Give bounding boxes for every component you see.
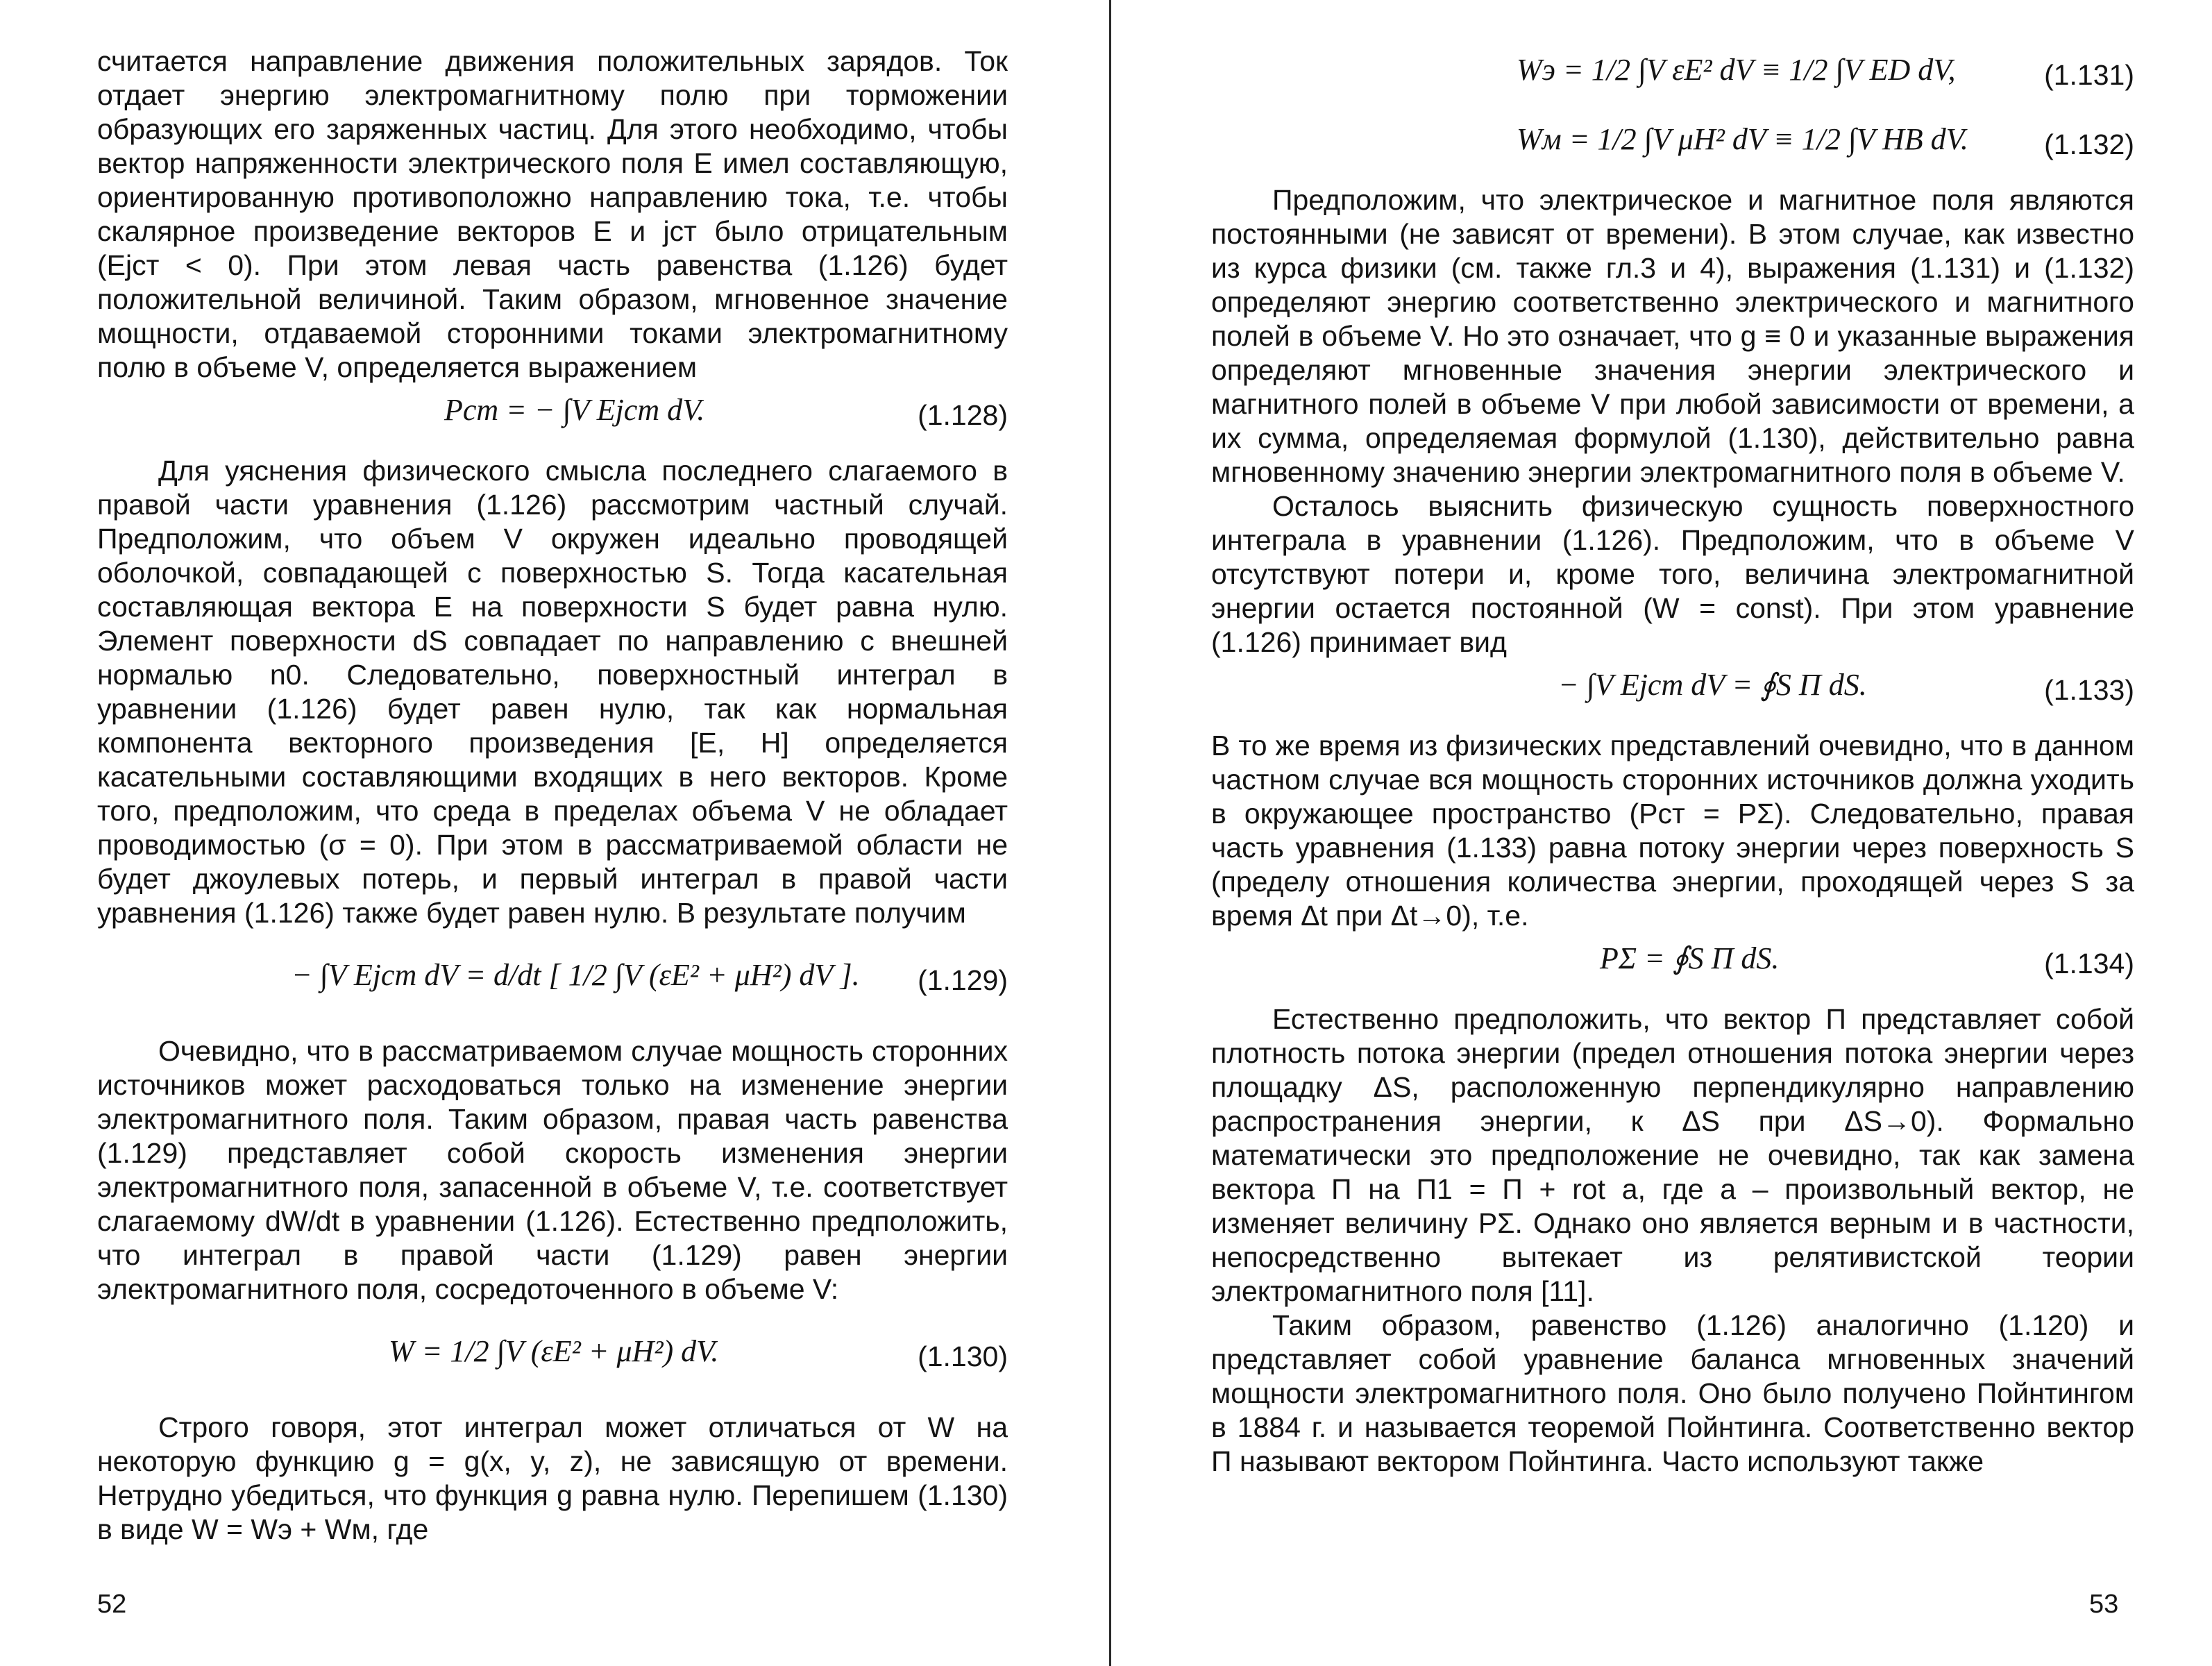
paragraph: Строго говоря, этот интеграл может отличаться от W на некоторую функцию g = g(x, y, z), не зависящую от времени. Нетрудно убедиться, что функция g равна нулю. Перепишем (1.130) в виде W = Wэ + Wм, где (97, 1411, 1008, 1545)
equation-1-133 (1211, 659, 2134, 729)
equation-formula: PΣ = ∮S Π dS. (1600, 941, 1780, 975)
equation-number: (1.128) (918, 399, 1008, 431)
paragraph: Естественно предположить, что вектор Π представляет собой плотность потока энергии (предел отношения потока энергии через площадку ΔS, расположенную перпендикулярно направлению распространения энергии, к ΔS при ΔS→0). Формально математически это предположение не очевидно, так как замена вектора Π на Π1 = Π + rot a, где a – произвольный вектор, не изменяет величину PΣ. Однако оно является верным и в частности, непосредственно вытекает из релятивистской теории электромагнитного поля [11]. (1211, 1003, 2134, 1307)
equation-1-130 (97, 1306, 1008, 1411)
equation-1-131 (1211, 44, 2134, 114)
paragraph: считается направление движения положительных зарядов. Ток отдает энергию электромагнитному полю при торможении образующих его заряженных частиц. Для этого необходимо, чтобы вектор напряженности электрического поля E имел составляющую, ориентированную противоположно направлению тока, т.е. чтобы скалярное произведение векторов E и jст было отрицательным (Ejст < 0). При этом левая часть равенства (1.126) будет положительной величиной. Таким образом, мгновенное значение мощности, отдаваемой сторонними токами электромагнитному полю в объеме V, определяется выражением (97, 45, 1008, 383)
equation-number: (1.134) (2044, 948, 2134, 979)
paragraph: В то же время из физических представлений очевидно, что в данном частном случае вся мощность сторонних источников должна уходить в окружающее пространство (Pст = PΣ). Следовательно, правая часть уравнения (1.133) равна потоку энергии через поверхность S (пределу отношения количества энергии, проходящей через S за время Δt при Δt→0), т.е. (1211, 730, 2134, 932)
left-page (97, 44, 1008, 1547)
page-number-left: 52 (97, 1590, 127, 1619)
book-spine (1109, 0, 1111, 1666)
paragraph: Таким образом, равенство (1.126) аналогично (1.120) и представляет собой уравнение баланса мгновенных значений мощности электромагнитного поля. Оно было получено Пойнтингом в 1884 г. и называется теоремой Пойнтинга. Соответственно вектор Π называют вектором Пойнтинга. Часто используют также (1211, 1309, 2134, 1477)
equation-formula: W = 1/2 ∫V (εE² + μH²) dV. (389, 1334, 719, 1368)
paragraph: Осталось выяснить физическую сущность поверхностного интеграла в уравнении (1.126). Предположим, что в объеме V отсутствуют потери и, кроме того, величина электромагнитной энергии остается постоянной (W = const). При этом уравнение (1.126) принимает вид (1211, 490, 2134, 658)
right-page (1211, 44, 2134, 1479)
equation-formula: − ∫V Ejст dV = d/dt [ 1/2 ∫V (εE² + μH²) dV ]. (292, 958, 860, 992)
equation-formula: − ∫V Ejст dV = ∮S Π dS. (1558, 668, 1867, 702)
paragraph: Очевидно, что в рассматриваемом случае мощность сторонних источников может расходоваться только на изменение энергии электромагнитного поля. Таким образом, правая часть равенства (1.129) представляет собой скорость изменения энергии электромагнитного поля, запасенной в объеме V, т.е. соответствует слагаемому dW/dt в уравнении (1.126). Естественно предположить, что интеграл в правой части (1.129) равен энергии электромагнитного поля, сосредоточенного в объеме V: (97, 1035, 1008, 1305)
equation-number: (1.130) (918, 1340, 1008, 1372)
equation-number: (1.131) (2044, 59, 2134, 91)
equation-1-132 (1211, 114, 2134, 183)
equation-1-134 (1211, 933, 2134, 1002)
paragraph: Предположим, что электрическое и магнитное поля являются постоянными (не зависят от времени). В этом случае, как известно из курса физики (см. также гл.3 и 4), выражения (1.131) и (1.132) определяют энергию соответственно электрического и магнитного полей в объеме V. Но это означает, что g ≡ 0 и указанные выражения определяют мгновенные значения энергии электрического и магнитного полей в объеме V при любой зависимости от времени, а их сумма, определяемая формулой (1.130), действительно равна мгновенному значению энергии электромагнитного поля в объеме V. (1211, 184, 2134, 488)
equation-formula: Wм = 1/2 ∫V μH² dV ≡ 1/2 ∫V HB dV. (1517, 122, 1968, 156)
equation-number: (1.129) (918, 964, 1008, 996)
equation-number: (1.133) (2044, 674, 2134, 706)
equation-number: (1.132) (2044, 128, 2134, 160)
page-number-right: 53 (2089, 1590, 2119, 1619)
equation-1-128 (97, 385, 1008, 454)
equation-1-129 (97, 930, 1008, 1034)
paragraph: Для уяснения физического смысла последнего слагаемого в правой части уравнения (1.126) рассмотрим частный случай. Предположим, что объем V окружен идеально проводящей оболочкой, совпадающей с поверхностью S. Тогда касательная составляющая вектора E на поверхности S будет равна нулю. Элемент поверхности dS совпадает по направлению с внешней нормалью n0. Следовательно, поверхностный интеграл в уравнении (1.126) будет равен нулю, так как нормальная компонента векторного произведения [E, H] определяется касательными составляющими входящих в него векторов. Кроме того, предположим, что среда в пределах объема V не обладает проводимостью (σ = 0). При этом в рассматриваемой области не будет джоулевых потерь, и первый интеграл в правой части уравнения (1.126) также будет равен нулю. В результате получим (97, 455, 1008, 929)
equation-formula: Pст = − ∫V Ejст dV. (444, 393, 705, 427)
equation-formula: Wэ = 1/2 ∫V εE² dV ≡ 1/2 ∫V ED dV, (1517, 53, 1956, 87)
